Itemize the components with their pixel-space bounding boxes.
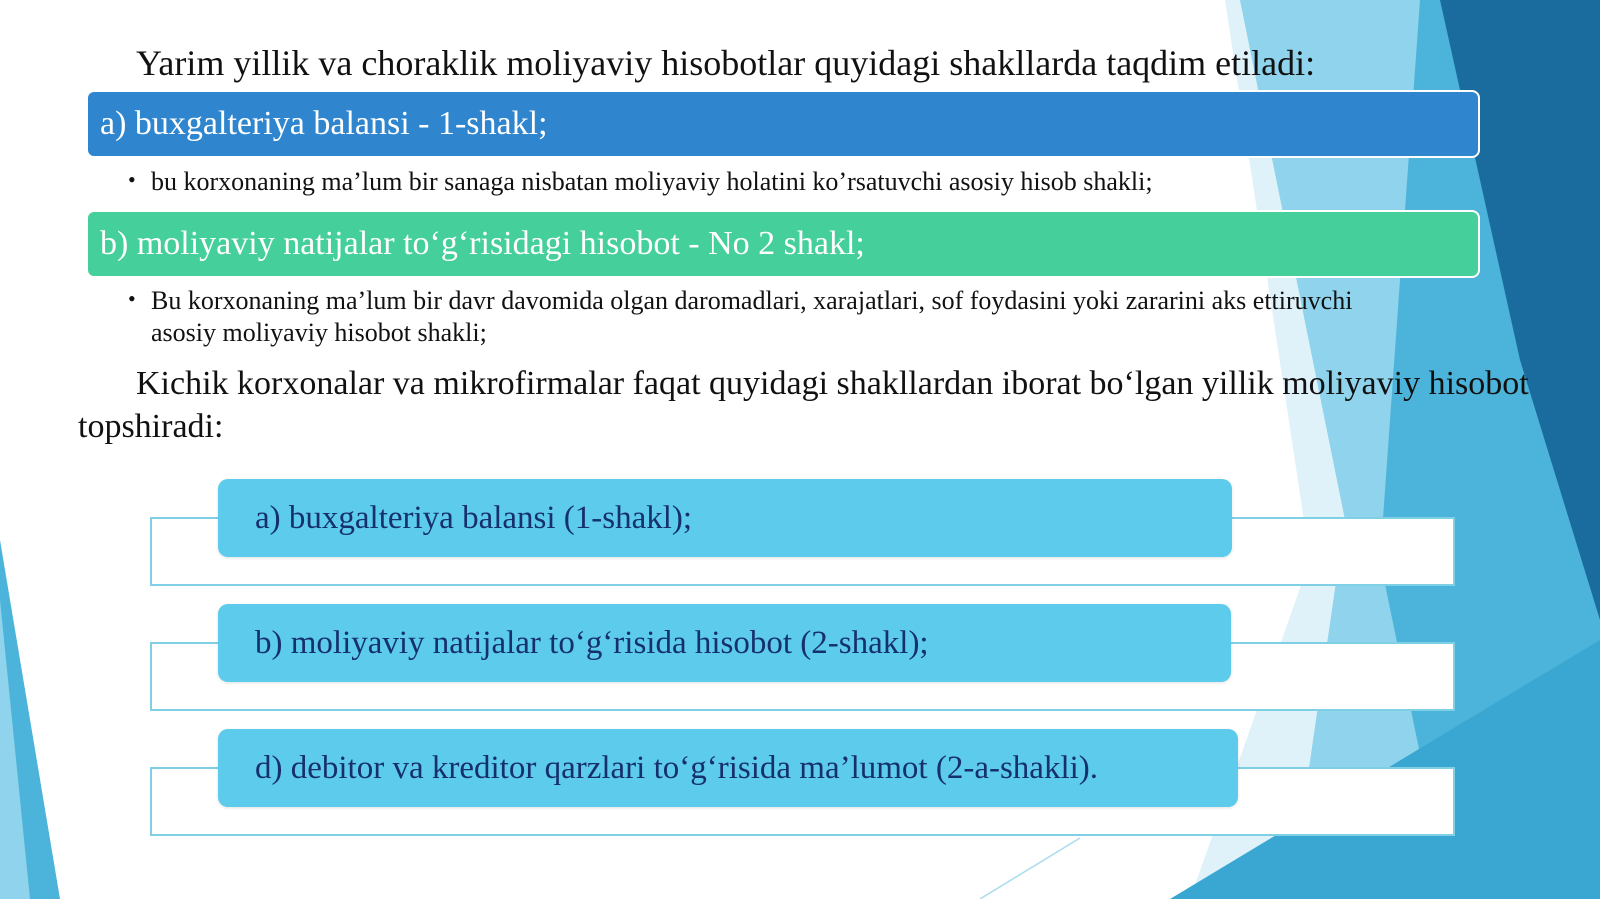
small-business-paragraph: Kichik korxonalar va mikrofirmalar faqat quyidagi shakllardan iborat bo‘lgan yillik moliyaviy hisobot topshiradi: (78, 365, 1529, 445)
header-bar-results (86, 210, 1480, 278)
decor-thin-line (980, 838, 1080, 899)
bullet-text-balance: bu korxonaning ma’lum bir sanaga nisbatan moliyaviy holatini ko’rsatuvchi asosiy hisob shakli; (151, 167, 1153, 196)
bullet-dot-icon: • (128, 167, 136, 192)
header-bar-balance-label: a) buxgalteriya balansi - 1-shakl; (100, 105, 548, 142)
bullet-item-results (128, 285, 1418, 349)
header-bar-balance (86, 90, 1480, 158)
bullet-text-results: Bu korxonaning ma’lum bir davr davomida olgan daromadlari, xarajatlari, sof foydasini yoki zararini aks ettiruvchi asosiy moliyaviy hisobot shakli; (151, 286, 1353, 347)
header-bar-results-label: b) moliyaviy natijalar to‘g‘risidagi hisobot - No 2 shakl; (100, 225, 865, 262)
bullet-dot-icon: • (128, 286, 136, 311)
form-item-debtor-creditor-label: d) debitor va kreditor qarzlari to‘g‘risida ma’lumot (2-a-shakli). (255, 750, 1099, 786)
bullet-item-balance (128, 166, 1418, 198)
slide-title: Yarim yillik va choraklik moliyaviy hisobotlar quyidagi shakllarda taqdim etiladi: (136, 43, 1316, 83)
form-item-results-label: b) moliyaviy natijalar to‘g‘risida hisobot (2-shakl); (255, 625, 929, 661)
form-item-balance-label: a) buxgalteriya balansi (1-shakl); (255, 500, 693, 536)
form-item-balance (218, 479, 1232, 557)
form-item-results (218, 604, 1231, 682)
form-item-debtor-creditor (218, 729, 1238, 807)
